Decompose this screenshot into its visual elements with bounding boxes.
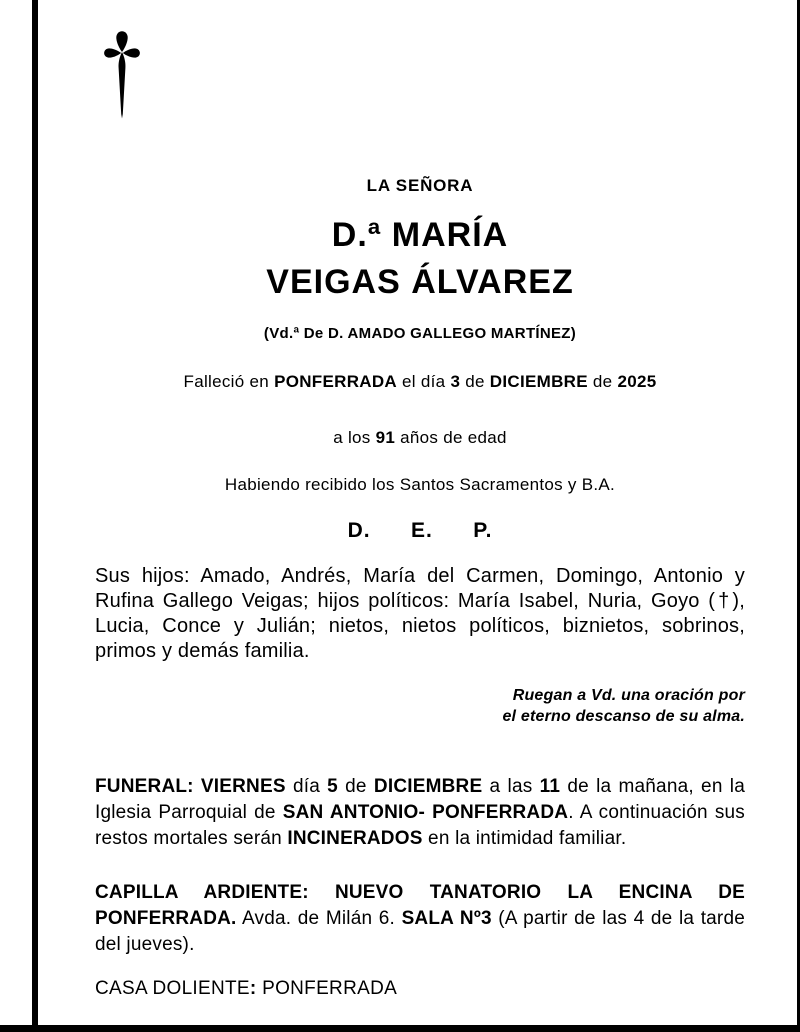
funeral-paragraph: FUNERAL: VIERNES día 5 de DICIEMBRE a las 11 de la mañana, en la Iglesia Parroquial de SAN ANTONIO- PONFERRADA. A continuación sus restos mortales serán INCINERADOS en la intimidad familiar.: [95, 776, 745, 849]
sacraments-line: Habiendo recibido los Santos Sacramentos y B.A.: [224, 475, 616, 494]
prayer-line-2: el eterno descanso de su alma.: [502, 708, 745, 725]
widow-of-line: (Vd.ª De D. AMADO GALLEGO MARTÍNEZ): [263, 325, 577, 342]
deceased-name-line1: D.ª MARÍA: [331, 216, 509, 254]
prayer-request: [95, 685, 745, 727]
family-paragraph: Sus hijos: Amado, Andrés, María del Carmen, Domingo, Antonio y Rufina Gallego Veigas; hijos políticos: María Isabel, Nuria, Goyo (†), Lucia, Conce y Julián; nietos, nietos políticos, biznietos, sobrinos, primos y demás familia.: [95, 565, 745, 662]
obituary-content: [95, 0, 745, 1000]
prayer-line-1: Ruegan a Vd. una oración por: [512, 687, 745, 704]
dep-abbreviation: D. E. P.: [347, 519, 493, 542]
honorific-title: LA SEÑORA: [366, 176, 474, 195]
wake-chapel-paragraph: CAPILLA ARDIENTE: NUEVO TANATORIO LA ENCINA DE PONFERRADA. Avda. de Milán 6. SALA Nº3 (A partir de las 4 de la tarde del jueves).: [95, 882, 745, 955]
deceased-name-line2: VEIGAS ÁLVAREZ: [266, 263, 574, 301]
frame-bottom-border: [0, 1025, 800, 1032]
age-line: a los 91 años de edad: [333, 428, 507, 447]
frame-left-border: [32, 0, 38, 1032]
mourning-house-line: CASA DOLIENTE: PONFERRADA: [95, 978, 398, 999]
death-date-line: Falleció en PONFERRADA el día 3 de DICIEMBRE de 2025: [183, 372, 657, 391]
